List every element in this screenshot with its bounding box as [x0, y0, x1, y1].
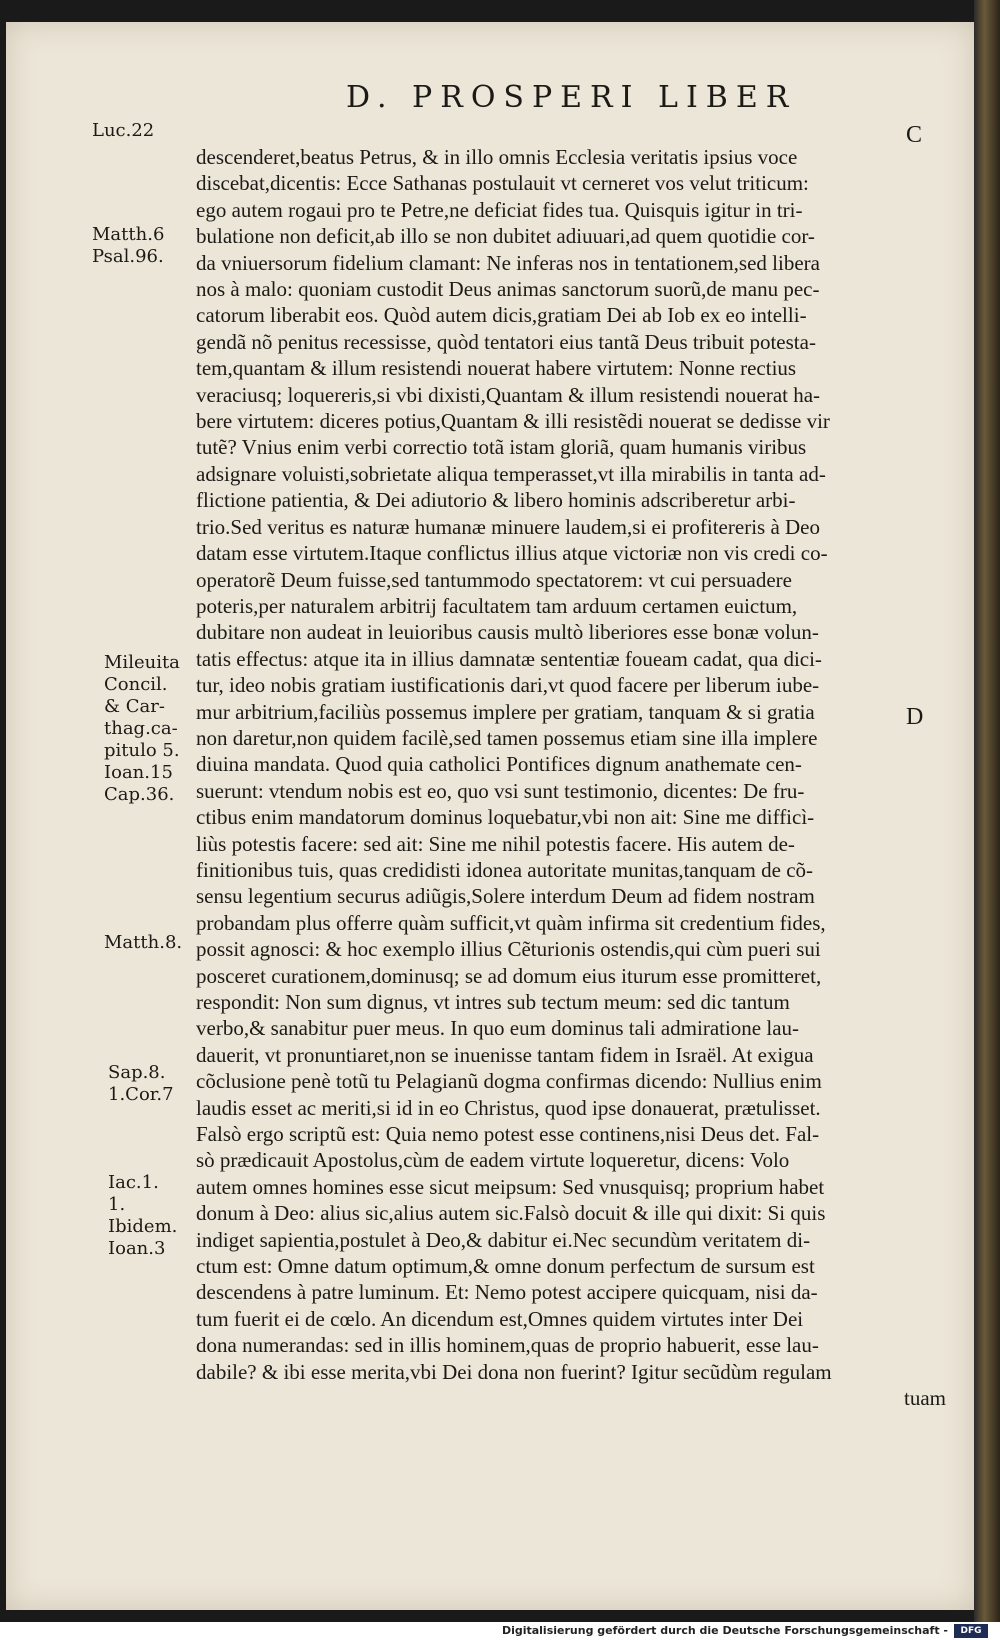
text-line: mur arbitrium,faciliùs possemus implere per gratiam, tanquam & si gratia: [196, 699, 815, 724]
text-line: ctum est: Omne datum optimum,& omne donum perfectum de sursum est: [196, 1254, 815, 1279]
text-line: tatis effectus: atque ita in illius damnatæ sententiæ foueam cadat, qua dici-: [196, 646, 822, 671]
text-line: tur, ideo nobis gratiam iustificationis dari,vt quod facere per liberum iube-: [196, 673, 820, 698]
text-line: discebat,dicentis: Ecce Sathanas postulauit vt cerneret vos velut triticum:: [196, 171, 809, 196]
text-line: posceret curationem,dominusq; se ad domum eius iturum esse promitteret,: [196, 963, 822, 988]
text-line: dona numerandas: sed in illis hominem,quas de proprio habuerit, esse lau-: [196, 1333, 819, 1358]
margin-note: Iac.1. 1. Ibidem. Ioan.3: [108, 1172, 178, 1259]
text-line: descenderet,beatus Petrus, & in illo omnis Ecclesia veritatis ipsius voce: [196, 145, 798, 169]
text-line: autem omnes homines esse sicut meipsum: Sed vnusquisq; proprium habet: [196, 1174, 825, 1199]
text-line: probandam plus offerre quàm sufficit,vt quàm infirma sit credentium fides,: [196, 910, 826, 935]
text-line: nos à malo: quoniam custodit Deus animas sanctorum suorũ,de manu pec-: [196, 277, 820, 302]
funding-notice: Digitalisierung gefördert durch die Deutsche Forschungsgemeinschaft -: [501, 1624, 948, 1637]
section-letter-c: C: [906, 122, 923, 148]
text-line: finitionibus tuis, quas credidisti idonea autoritate munitas,tanquam de cõ-: [196, 857, 814, 882]
text-line: ctibus enim mandatorum dominus loquebatur,vbi non ait: Sine me difficì-: [196, 805, 815, 830]
text-line: poteris,per naturalem arbitrij facultatem tam arduum certamen euictum,: [196, 593, 798, 618]
text-line: diuina mandata. Quod quia catholici Pontifices dignum anathemate cen-: [196, 752, 802, 777]
dfg-logo-icon: DFG: [954, 1624, 988, 1638]
text-line: laudis esset ac meriti,si id in eo Christus, quod ipse donauerat, prætulisset.: [196, 1095, 821, 1120]
text-line: flictione patientia, & Dei adiutorio & libero hominis adscriberetur arbi-: [196, 488, 796, 513]
text-line: possit agnosci: & hoc exemplo illius Cẽturionis ostendis,qui cùm pueri sui: [196, 937, 821, 962]
text-line: tem,quantam & illum resistendi nouerat habere virtutem: Nonne rectius: [196, 356, 797, 381]
margin-note: Luc.22: [92, 120, 155, 141]
text-line: respondit: Non sum dignus, vt intres sub tectum meum: sed dic tantum: [196, 990, 790, 1014]
text-line: adsignare voluisti,sobrietate aliqua temperasset,vt illa mirabilis in tanta ad-: [196, 461, 826, 486]
text-line: donum à Deo: alius sic,alius autem sic.Falsò docuit & ille qui dixit: Si quis: [196, 1201, 826, 1226]
margin-note: Sap.8. 1.Cor.7: [108, 1062, 174, 1105]
text-line: bere virtutem: diceres potius,Quantam & illi resistẽdi nouerat se dedisse vir: [196, 409, 830, 434]
text-line: Falsò ergo scriptũ est: Quia nemo potest esse continens,nisi Deus det. Fal-: [196, 1122, 820, 1147]
body-text: [196, 144, 956, 1412]
text-line: dauerit, vt pronuntiaret,non se inuenisse tantam fidem in Israël. At exigua: [196, 1042, 814, 1067]
section-letter-d: D: [906, 704, 924, 730]
text-line: verbo,& sanabitur puer meus. In quo eum dominus tali admiratione lau-: [196, 1016, 800, 1041]
text-line: tum fuerit ei de cœlo. An dicendum est,Omnes quidem virtutes inter Dei: [196, 1306, 804, 1331]
text-line: dabile? & ibi esse merita,vbi Dei dona non fuerint? Igitur secũdùm regulam: [196, 1359, 832, 1384]
running-head: D. PROSPERI LIBER: [346, 80, 797, 115]
text-line: indiget sapientia,postulet à Deo,& dabitur ei.Nec secundùm veritatem di-: [196, 1227, 811, 1252]
margin-note: Matth.8.: [104, 932, 183, 953]
text-line: cõclusione penè totũ tu Pelagianũ dogma confirmas dicendo: Nullius enim: [196, 1069, 822, 1094]
text-line: bulatione non deficit,ab illo se non dubitet adiuuari,ad quem quotidie cor-: [196, 224, 815, 249]
text-line: trio.Sed veritus es naturæ humanæ minuere laudem,si ei profitereris à Deo: [196, 514, 821, 539]
text-line: non daretur,non quidem facilè,sed tamen possemus etiam sine illa implere: [196, 725, 818, 750]
text-line: veraciusq; loquereris,si vbi dixisti,Quantam & illum resistendi nouerat ha-: [196, 382, 821, 407]
text-line: dubitare non audeat in leuioribus causis multò liberiores esse bonæ volun-: [196, 620, 819, 645]
text-line: sensu legentium securus adiũgis,Solere interdum Deum ad fidem nostram: [196, 884, 815, 909]
text-line: operatorẽ Deum fuisse,sed tantummodo spectatorem: vt cui persuadere: [196, 567, 792, 592]
text-line: suerunt: vtendum nobis est eo, quo vsi sunt testimonio, dicentes: De fru-: [196, 778, 805, 803]
text-line: da vniuersorum fidelium clamant: Ne inferas nos in tentationem,sed libera: [196, 250, 820, 275]
text-line: gendã nõ penitus recessisse, quòd tentatori eius tantã Deus tribuit potesta-: [196, 329, 816, 354]
text-line: tuam: [904, 1386, 946, 1411]
text-line: tutẽ? Vnius enim verbi correctio totã istam gloriã, quam humanis viribus: [196, 435, 807, 460]
book-page: [6, 22, 974, 1610]
text-line: sò prædicauit Apostolus,cùm de eadem virtute loqueretur, dicens: Volo: [196, 1148, 790, 1173]
text-line: catorum liberabit eos. Quòd autem dicis,gratiam Dei ab Iob ex eo intelli-: [196, 303, 807, 328]
margin-note: Matth.6 Psal.96.: [92, 224, 165, 267]
text-line: liùs potestis facere: sed ait: Sine me nihil potestis facere. His autem de-: [196, 831, 795, 856]
text-line: ego autem rogaui pro te Petre,ne deficiat fides tua. Quisquis igitur in tri-: [196, 197, 803, 222]
margin-note: Mileuita Concil. & Car- thag.ca- pitulo 5. Ioan.15 Cap.36.: [104, 652, 180, 805]
book-edge: [974, 0, 1000, 1640]
text-line: datam esse virtutem.Itaque conflictus illius atque victoriæ non vis credi co-: [196, 541, 828, 566]
text-line: descendens à patre luminum. Et: Nemo potest accipere quicquam, nisi da-: [196, 1280, 818, 1305]
